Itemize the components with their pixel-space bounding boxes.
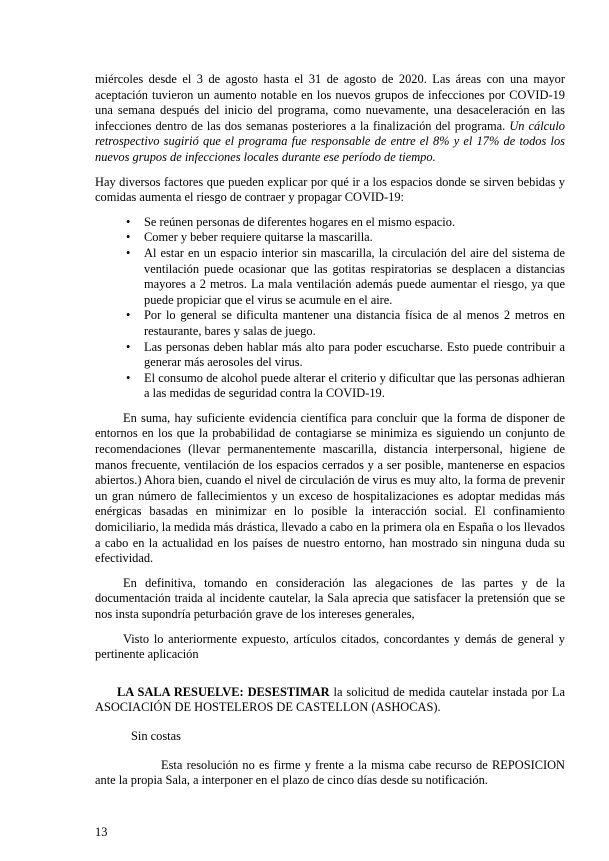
paragraph-continuation <box>95 72 565 166</box>
ruling-statement <box>95 685 565 716</box>
paragraph-legal-basis: Visto lo anteriormente expuesto, artículos citados, concordantes y demás de general y pertinente aplicación <box>95 631 565 662</box>
list-item-label: Al estar en un espacio interior sin mascarilla, la circulación del aire del sistema de ventilación puede ocasionar que las gotitas respiratorias se desplacen a distancias mayores a 2 metros. La mala ventilación además puede aumentar el riesgo, ya que puede propiciar que el virus se acumule en el aire. <box>144 245 565 307</box>
list-item-label: Las personas deben hablar más alto para poder escucharse. Esto puede contribuir a generar más aerosoles del virus. <box>144 339 565 370</box>
paragraph-summary: En suma, hay suficiente evidencia científica para concluir que la forma de disponer de entornos en los que la probabilidad de contagiarse se minimiza es siguiendo un conjunto de recomendaciones (llevar permanentemente mascarilla, distancia interpersonal, higiene de manos frecuente, ventilación de los espacios cerrados y a ser posible, mantenerse en espacios abiertos.) Ahora bien, cuando el nivel de circulación de virus es muy alto, la forma de prevenir un gran número de fallecimientos y un exceso de hospitalizaciones es adoptar medidas más enérgicas basadas en minimizar en lo posible la interacción social. El confinamiento domiciliario, la medida más drástica, llevado a cabo en la primera ola en España o los llevados a cabo en la actualidad en los países de nuestro entorno, han mostrado sin ninguna duda su efectividad. <box>95 410 565 566</box>
document-body <box>95 72 565 789</box>
ruling-lead-label: LA SALA RESUELVE: DESESTIMAR <box>117 684 330 699</box>
list-item-label: El consumo de alcohol puede alterar el criterio y dificultar que las personas adhieran a las medidas de seguridad contra la COVID-19. <box>144 370 565 401</box>
list-item-label: Comer y beber requiere quitarse la mascarilla. <box>144 230 373 245</box>
ruling-rest-text: la solicitud de medida cautelar instada por La ASOCIACIÓN DE HOSTELEROS DE CASTELLON (ASHOCAS). <box>95 684 565 715</box>
bullet-icon: • <box>126 370 131 385</box>
page-number: 13 <box>95 825 108 839</box>
bullet-icon: • <box>126 308 131 323</box>
list-item <box>95 215 565 231</box>
list-item-label: Se reúnen personas de diferentes hogares en el mismo espacio. <box>144 214 456 229</box>
appeal-notice-text: Esta resolución no es firme y frente a la misma cabe recurso de REPOSICION ante la propia Sala, a interponer en el plazo de cinco días desde su notificación. <box>95 757 565 788</box>
factors-bullet-list <box>95 215 565 402</box>
bullet-icon: • <box>126 245 131 260</box>
bullet-icon: • <box>126 214 131 229</box>
ruling-indent-spacer <box>95 685 117 699</box>
list-item <box>95 371 565 402</box>
list-item <box>95 246 565 308</box>
costs-statement: Sin costas <box>131 728 181 743</box>
list-item <box>95 308 565 339</box>
list-item <box>95 340 565 371</box>
bullet-icon: • <box>126 339 131 354</box>
list-item-label: Por lo general se dificulta mantener una distancia física de al menos 2 metros en restaurante, bares y salas de juego. <box>144 308 565 338</box>
paragraph-text: miércoles desde el 3 de agosto hasta el 31 de agosto de 2020. Las áreas con una mayor aceptación tuvieron un aumento notable en los nuevos grupos de infecciones por COVID-19 una semana después del inicio del programa, como nuevamente, una desaceleración en las infecciones dentro de las dos semanas posteriores a la finalización del programa. <box>95 72 565 133</box>
paragraph-conclusion: En definitiva, tomando en consideración las alegaciones de las partes y de la documentación traida al incidente cautelar, la Sala aprecia que satisfacer la pretensión que se nos insta supondría peturbación grave de los intereses generales, <box>95 575 565 621</box>
paragraph-italic-text: Un cálculo retrospectivo sugirió que el programa fue responsable de entre el 8% y el 17% de todos los nuevos grupos de infecciones locales durante ese período de tiempo. <box>95 118 565 164</box>
appeal-notice <box>95 758 565 789</box>
bullet-icon: • <box>126 230 131 245</box>
paragraph-factors-intro: Hay diversos factores que pueden explicar por qué ir a los espacios donde se sirven bebidas y comidas aumenta el riesgo de contraer y propagar COVID-19: <box>95 174 565 205</box>
spacer <box>95 402 565 411</box>
list-item <box>95 230 565 246</box>
